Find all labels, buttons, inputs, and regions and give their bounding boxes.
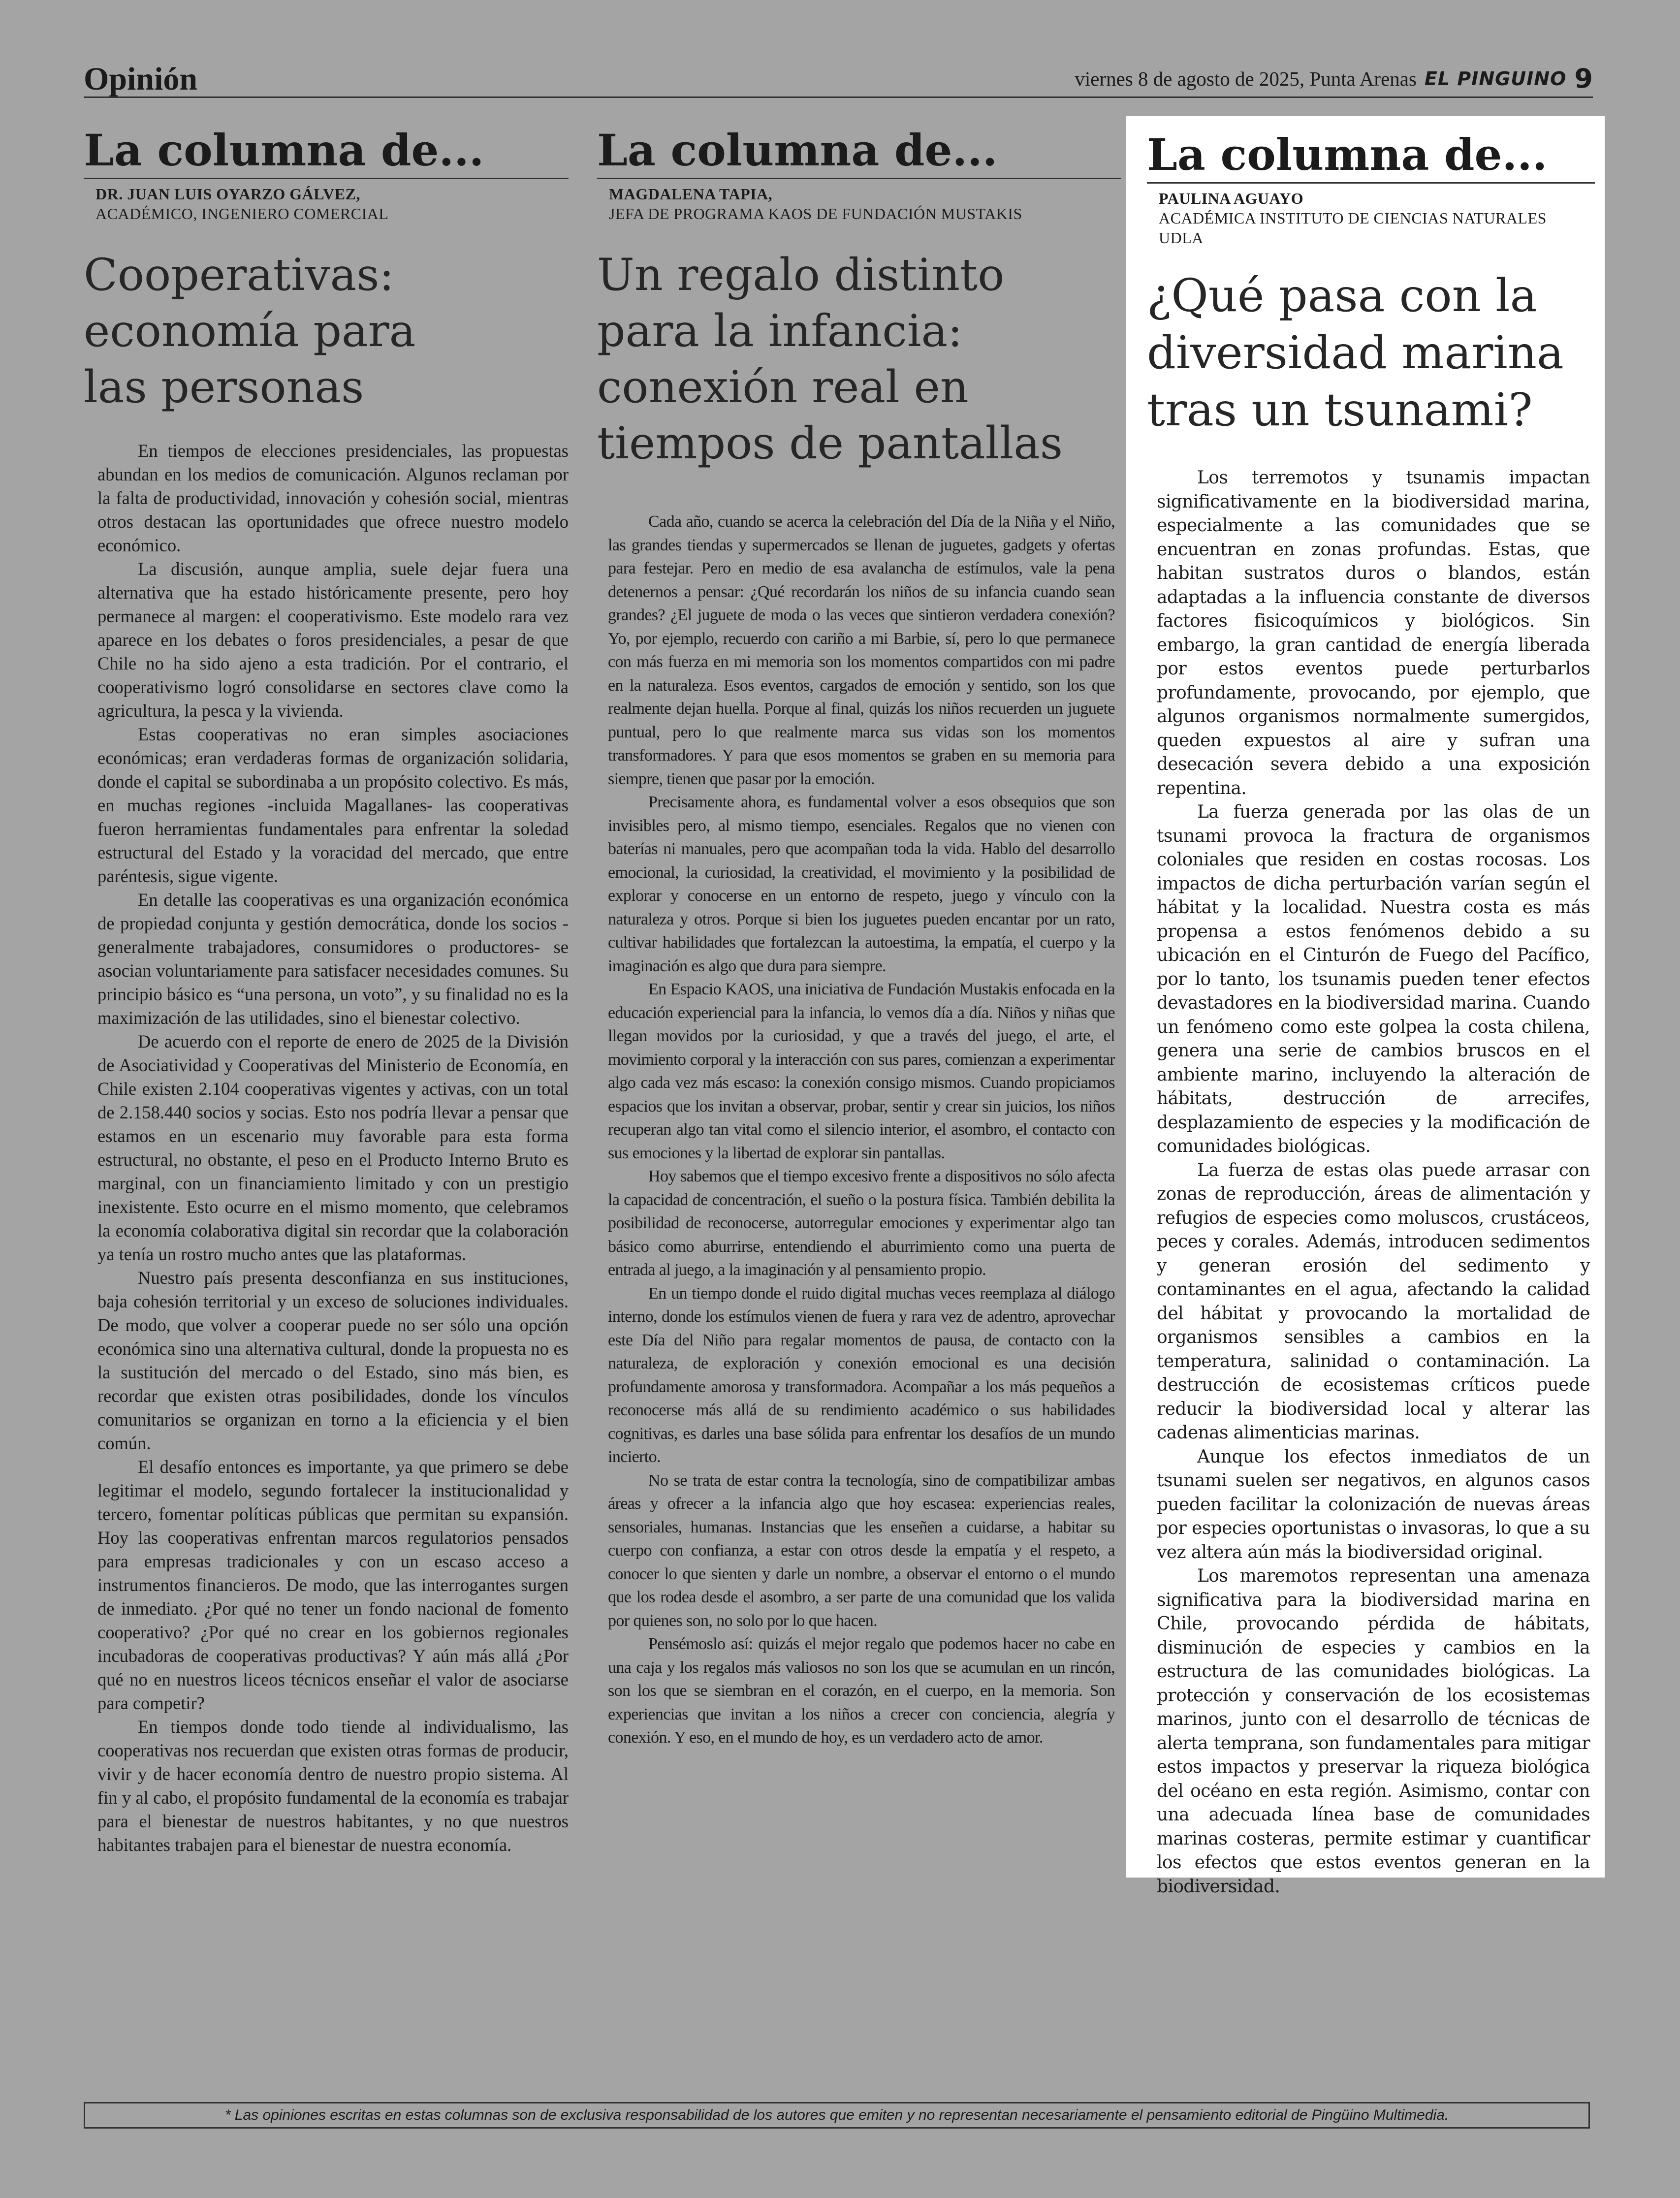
paragraph: En un tiempo donde el ruido digital muchas veces reemplaza al diálogo interno, donde los estímulos vienen de fuera y rara vez de adentro, aprovechar este Día del Niño para regalar momentos de pausa, de contacto con la naturaleza, de exploración y conexión emocional es una decisión profundamente amorosa y transformadora. Acompañar a los más pequeños a reconocerse más allá de su rendimiento académico o sus habilidades cognitivas, es darles una base sólida para enfrentar los desafíos de un mundo incierto. — [608, 1284, 1115, 1466]
paragraph: Precisamente ahora, es fundamental volver a esos obsequios que son invisibles pero, al mismo tiempo, esenciales. Regalos que no vienen con baterías ni manuales, pero que acompañan toda la vida. Hablo del desarrollo emocional, la curiosidad, la creatividad, el movimiento y la posibilidad de explorar y conocerse en un entorno de respeto, juego y vínculo con la naturaleza y otros. Porque si bien los juguetes pueden encantar por un rato, cultivar habilidades que fortalezcan la autoestima, la empatía, el cuerpo y la imaginación es algo que dura para siempre. — [608, 793, 1115, 975]
paragraph: Cada año, cuando se acerca la celebración del Día de la Niña y el Niño, las grandes tiendas y supermercados se llenan de juguetes, gadgets y ofertas para festejar. Pero en medio de esa avalancha de estímulos, vale la pena detenernos a pensar: ¿Qué recordarán los niños de su infancia cuando sean grandes? ¿El juguete de moda o las veces que sintieron verdadera conexión? Yo, por ejemplo, recuerdo con cariño a mi Barbie, sí, pero lo que permanece con más fuerza en mi memoria son los momentos compartidos con mi padre en la naturaleza. Esos eventos, cargados de emoción y sentido, son los que realmente dejan huella. Porque al final, quizás los niños recuerden un juguete puntual, pero lo que realmente marca sus vidas son los momentos transformadores. Y para que esos momentos se graben en su memoria para siempre, tienen que pasar por la emoción. — [608, 512, 1115, 788]
paragraph: En Espacio KAOS, una iniciativa de Fundación Mustakis enfocada en la educación experiencial para la infancia, lo vemos día a día. Niños y niñas que llegan movidos por la curiosidad, y que a través del juego, el arte, el movimiento corporal y la interacción con sus pares, comienzan a experimentar algo cada vez más escaso: la conexión consigo mismos. Cuando propiciamos espacios que los invitan a observar, probar, sentir y crear sin juicios, los niños recuperan algo tan vital como el silencio interior, el asombro, el contacto con sus emociones y la libertad de explorar sin pantallas. — [608, 980, 1115, 1162]
paragraph: Pensémoslo así: quizás el mejor regalo que podemos hacer no cabe en una caja y los regalos más valiosos no son los que se acumulan en un rincón, son los que se siembran en el corazón, en el cuerpo, en la memoria. Son experiencias que invitan a los niños a crecer con conciencia, alegría y conexión. Y eso, en el mundo de hoy, es un verdadero acto de amor. — [608, 1635, 1115, 1747]
article-body — [1157, 466, 1590, 1899]
paragraph: Los terremotos y tsunamis impactan significativamente en la biodiversidad marina, especialmente a las comunidades que se encuentran en zonas profundas. Estas, que habitan sustratos duros o blandos, están adaptadas a la influencia constante de diversos factores fisicoquímicos y biológicos. Sin embargo, la gran cantidad de energía liberada por estos eventos puede perturbarlos profundamente, provocando, por ejemplo, que algunos organismos normalmente sumergidos, queden expuestos al aire y sufran una desecación severa debido a una exposición repentina. — [1157, 468, 1590, 798]
paragraph: Aunque los efectos inmediatos de un tsunami suelen ser negativos, en algunos casos pueden facilitar la colonización de nuevas áreas por especies oportunistas o invasoras, lo que a su vez altera aún más la biodiversidad original. — [1157, 1446, 1590, 1562]
author-name: MAGDALENA TAPIA, — [609, 185, 773, 203]
paragraph: En detalle las cooperativas es una organización económica de propiedad conjunta y gestión democrática, donde los socios -generalmente trabajadores, consumidores o productores- se asocian voluntariamente para satisfacer necesidades comunes. Su principio básico es “una persona, un voto”, y su finalidad no es la maximización de las utilidades, sino el bienestar colectivo. — [97, 890, 569, 1028]
byline — [1159, 189, 1595, 248]
paragraph: No se trata de estar contra la tecnología, sino de compatibilizar ambas áreas y ofrecer a la infancia algo que hoy escasea: experiencias reales, sensoriales, humanas. Instancias que les enseñen a cuidarse, a habitar su cuerpo con confianza, a estar con otros desde la empatía y el respeto, a conocer lo que sienten y darle un nombre, a observar el entorno o el mundo que los rodea desde el asombro, a ser parte de una comunidad que los valida por quienes son, no solo por lo que hacen. — [608, 1471, 1115, 1630]
opinion-column-3 — [1126, 116, 1605, 1897]
dateline: viernes 8 de agosto de 2025, Punta Arenas — [1075, 67, 1417, 90]
paragraph: Los maremotos representan una amenaza significativa para la biodiversidad marina en Chile, provocando pérdida de hábitats, disminución de especies y cambios en la estructura de las comunidades biológicas. La protección y conservación de los ecosistemas marinos, junto con el desarrollo de técnicas de alerta temprana, son fundamentales para mitigar estos impactos y preservar la riqueza biológica del océano en esta región. Asimismo, contar con una adecuada línea base de comunidades marinas costeras, permite estimar y cuantificar los efectos que estos eventos generan en la biodiversidad. — [1157, 1566, 1590, 1897]
paragraph: En tiempos de elecciones presidenciales, las propuestas abundan en los medios de comunicación. Algunos reclaman por la falta de productividad, innovación y cohesión social, mientras otros destacan las oportunidades que ofrece nuestro modelo económico. — [97, 441, 569, 555]
article-headline: Cooperativas: economía para las personas — [84, 249, 416, 413]
paragraph: La discusión, aunque amplia, suele dejar fuera una alternativa que ha estado históricamente presente, pero hoy permanece al margen: el cooperativismo. Este modelo rara vez aparece en los debates o foros presidenciales, a pesar de que Chile no ha sido ajeno a esta tradición. Por el contrario, el cooperativismo logró consolidarse en sectores clave como la agricultura, la pesca y la vivienda. — [97, 559, 569, 721]
article-body — [608, 510, 1115, 1750]
author-role: ACADÉMICO, INGENIERO COMERCIAL — [95, 205, 389, 223]
article-headline: Un regalo distinto para la infancia: conexión real en tiempos de pantallas — [597, 249, 1063, 469]
article-headline: ¿Qué pasa con la diversidad marina tras un tsunami? — [1147, 269, 1564, 436]
author-name: DR. JUAN LUIS OYARZO GÁLVEZ, — [95, 185, 360, 203]
section-title: Opinión — [84, 61, 198, 97]
byline — [609, 184, 1121, 223]
author-role: ACADÉMICA INSTITUTO DE CIENCIAS NATURALES UDLA — [1159, 209, 1547, 247]
article-body — [97, 439, 569, 1857]
disclaimer-footer: * Las opiniones escritas en estas columnas son de exclusiva responsabilidad de los autores que emiten y no representan necesariamente el pensamiento editorial de Pingüino Multimedia. — [84, 2102, 1590, 2129]
page-number: 9 — [1574, 63, 1593, 94]
paragraph: Hoy sabemos que el tiempo excesivo frente a dispositivos no sólo afecta la capacidad de concentración, el sueño o la postura física. También debilita la posibilidad de reconocerse, autorregular emociones y experimentar algo tan básico como aburrirse, entendiendo el aburrimiento como una puerta de entrada al juego, a la imaginación y al pensamiento propio. — [608, 1167, 1115, 1279]
paragraph: Nuestro país presenta desconfianza en sus instituciones, baja cohesión territorial y un exceso de soluciones individuales. De modo, que volver a cooperar puede no ser sólo una opción económica sino una alternativa cultural, donde la propuesta no es la sustitución del mercado o del Estado, sino más bien, es recordar que existen otras posibilidades, donde los vínculos comunitarios se organizan en torno a la eficiencia y el bien común. — [97, 1268, 569, 1453]
header-info — [1075, 65, 1593, 93]
paragraph: En tiempos donde todo tiende al individualismo, las cooperativas nos recuerdan que existen otras formas de producir, vivir y de hacer economía dentro de nuestro propio sistema. Al fin y al cabo, el propósito fundamental de la economía es trabajar para el bienestar de nuestros habitantes, y no que nuestros habitantes trabajen para el bienestar de nuestra economía. — [97, 1717, 569, 1855]
newspaper-logo: EL PINGUINO — [1424, 68, 1567, 90]
paragraph: La fuerza de estas olas puede arrasar con zonas de reproducción, áreas de alimentación y refugios de especies como moluscos, crustáceos, peces y corales. Además, introducen sedimentos y generan erosión del sedimento y contaminantes en el agua, afectando la calidad del hábitat y provocando la mortalidad de organismos sensibles a cambios en la temperatura, salinidad o contaminación. La destrucción de ecosistemas críticos puede reducir la biodiversidad local y alterar las cadenas alimenticias marinas. — [1157, 1160, 1590, 1443]
author-role: JEFA DE PROGRAMA KAOS DE FUNDACIÓN MUSTAKIS — [609, 205, 1022, 223]
opinion-column-1 — [84, 126, 569, 1857]
paragraph: La fuerza generada por las olas de un tsunami provoca la fractura de organismos coloniales que residen en costas rocosas. Los impactos de dicha perturbación varían según el hábitat y la localidad. Nuestra costa es más propensa a estos fenómenos debido a su ubicación en el Cinturón de Fuego del Pacífico, por lo tanto, los tsunamis pueden tener efectos devastadores en la biodiversidad marina. Cuando un fenómeno como este golpea la costa chilena, genera una serie de cambios bruscos en el ambiente marino, incluyendo la alteración de hábitats, destrucción de arrecifes, desplazamiento de especies y la modificación de comunidades biológicas. — [1157, 802, 1590, 1156]
column-title: La columna de... — [597, 126, 1121, 179]
paragraph: El desafío entonces es importante, ya que primero se debe legitimar el modelo, segundo fortalecer la institucionalidad y tercero, fomentar políticas públicas que permitan su expansión. Hoy las cooperativas enfrentan marcos regulatorios pensados para empresas tradicionales y con un escaso acceso a instrumentos financieros. De modo, que las interrogantes surgen de inmediato. ¿Por qué no tener un fondo nacional de fomento cooperativo? ¿Por qué no crear en los gobiernos regionales incubadoras de cooperativas productivas? Y aún más allá ¿Por qué no en nuestros liceos técnicos enseñar el valor de asociarse para competir? — [97, 1457, 569, 1713]
column-title: La columna de... — [84, 126, 569, 179]
opinion-column-2 — [597, 126, 1121, 1750]
page-header — [84, 62, 1593, 98]
paragraph: De acuerdo con el reporte de enero de 2025 de la División de Asociatividad y Cooperativas del Ministerio de Economía, en Chile existen 2.104 cooperativas vigentes y activas, con un total de 2.158.440 socios y socias. Esto nos podría llevar a pensar que estamos en un escenario muy favorable para esta forma estructural, no obstante, el peso en el Producto Interno Bruto es marginal, con un financiamiento limitado y con un prestigio inexistente. Esto ocurre en el mismo momento, que celebramos la economía colaborativa digital sin recordar que la colaboración ya tenía un rostro mucho antes que las plataformas. — [97, 1031, 569, 1264]
paragraph: Estas cooperativas no eran simples asociaciones económicas; eran verdaderas formas de organización solidaria, donde el capital se subordinaba a un propósito colectivo. Es más, en muchas regiones -incluida Magallanes- las cooperativas fueron herramientas fundamentales para enfrentar la soledad estructural del Estado y la voracidad del mercado, que entre paréntesis, sigue vigente. — [97, 724, 569, 886]
author-name: PAULINA AGUAYO — [1159, 190, 1304, 207]
column-title: La columna de... — [1147, 130, 1595, 184]
byline — [95, 184, 569, 223]
